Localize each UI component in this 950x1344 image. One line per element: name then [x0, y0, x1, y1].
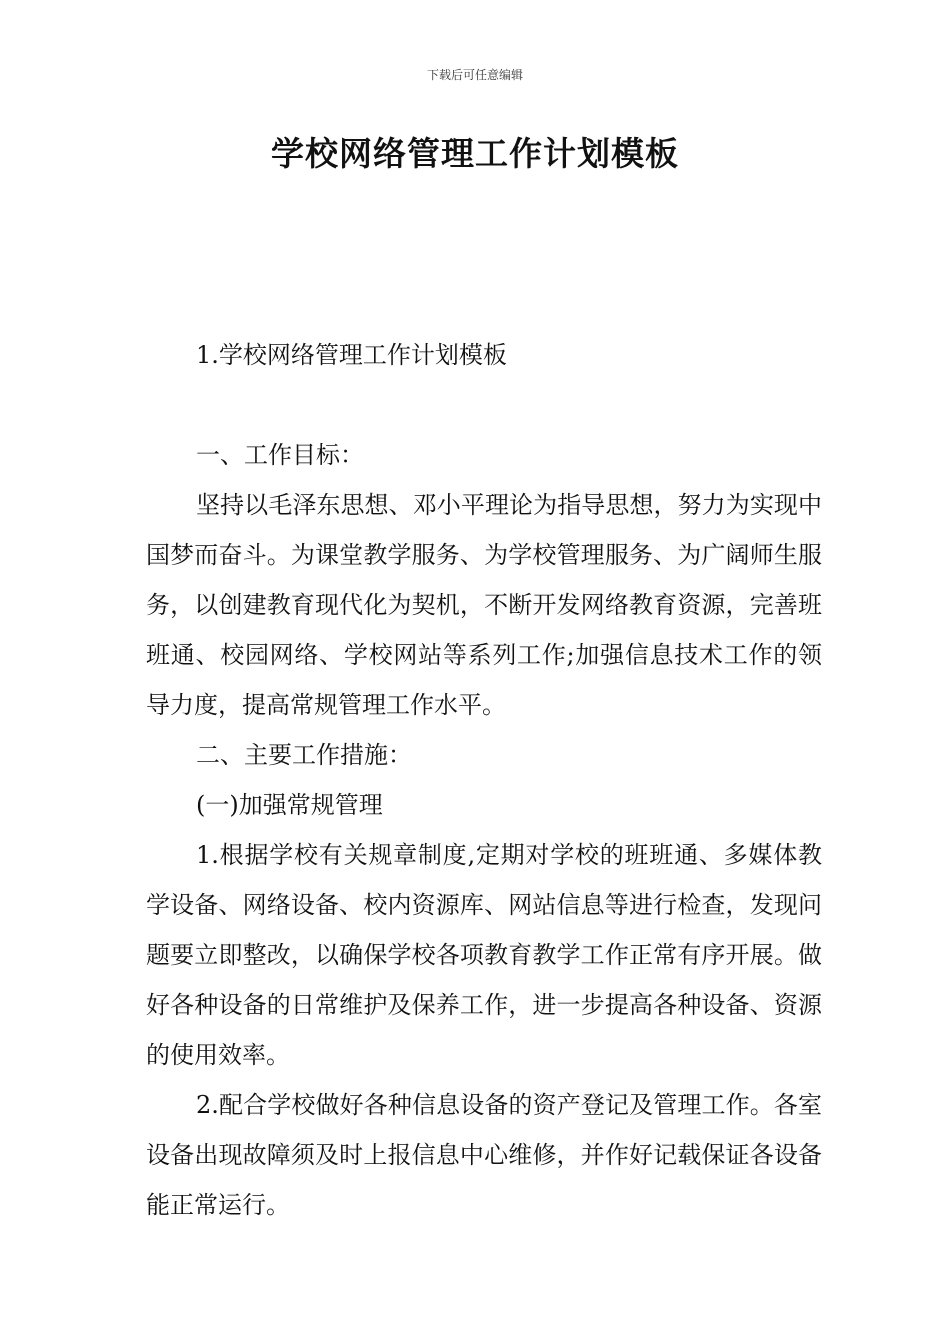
- paragraph-measures-heading: 二、主要工作措施：: [196, 741, 412, 769]
- paragraph-goal-heading: 一、工作目标：: [196, 441, 364, 469]
- paragraph-goal-text: 坚持以毛泽东思想、邓小平理论为指导思想，努力为实现中国梦而奋斗。为课堂教学服务、为学校管理服务、为广阔师生服务，以创建教育现代化为契机，不断开发网络教育资源，完善班班通、校园网络、学校网站等系列工作;加强信息技术工作的领导力度，提高常规管理工作水平。: [146, 491, 822, 719]
- document-body: [146, 430, 822, 1230]
- paragraph-item-1: 1.根据学校有关规章制度,定期对学校的班班通、多媒体教学设备、网络设备、校内资源库、网站信息等进行检查，发现问题要立即整改，以确保学校各项教育教学工作正常有序开展。做好各种设备的日常维护及保养工作，进一步提高各种设备、资源的使用效率。: [146, 841, 822, 1069]
- header-note: 下载后可任意编辑: [426, 68, 523, 82]
- section-heading: 1.学校网络管理工作计划模板: [196, 341, 507, 369]
- paragraph-subheading: (一)加强常规管理: [196, 791, 383, 819]
- paragraph-item-2: 2.配合学校做好各种信息设备的资产登记及管理工作。各室设备出现故障须及时上报信息中心维修，并作好记载保证各设备能正常运行。: [146, 1091, 822, 1219]
- document-title: 学校网络管理工作计划模板: [271, 134, 679, 173]
